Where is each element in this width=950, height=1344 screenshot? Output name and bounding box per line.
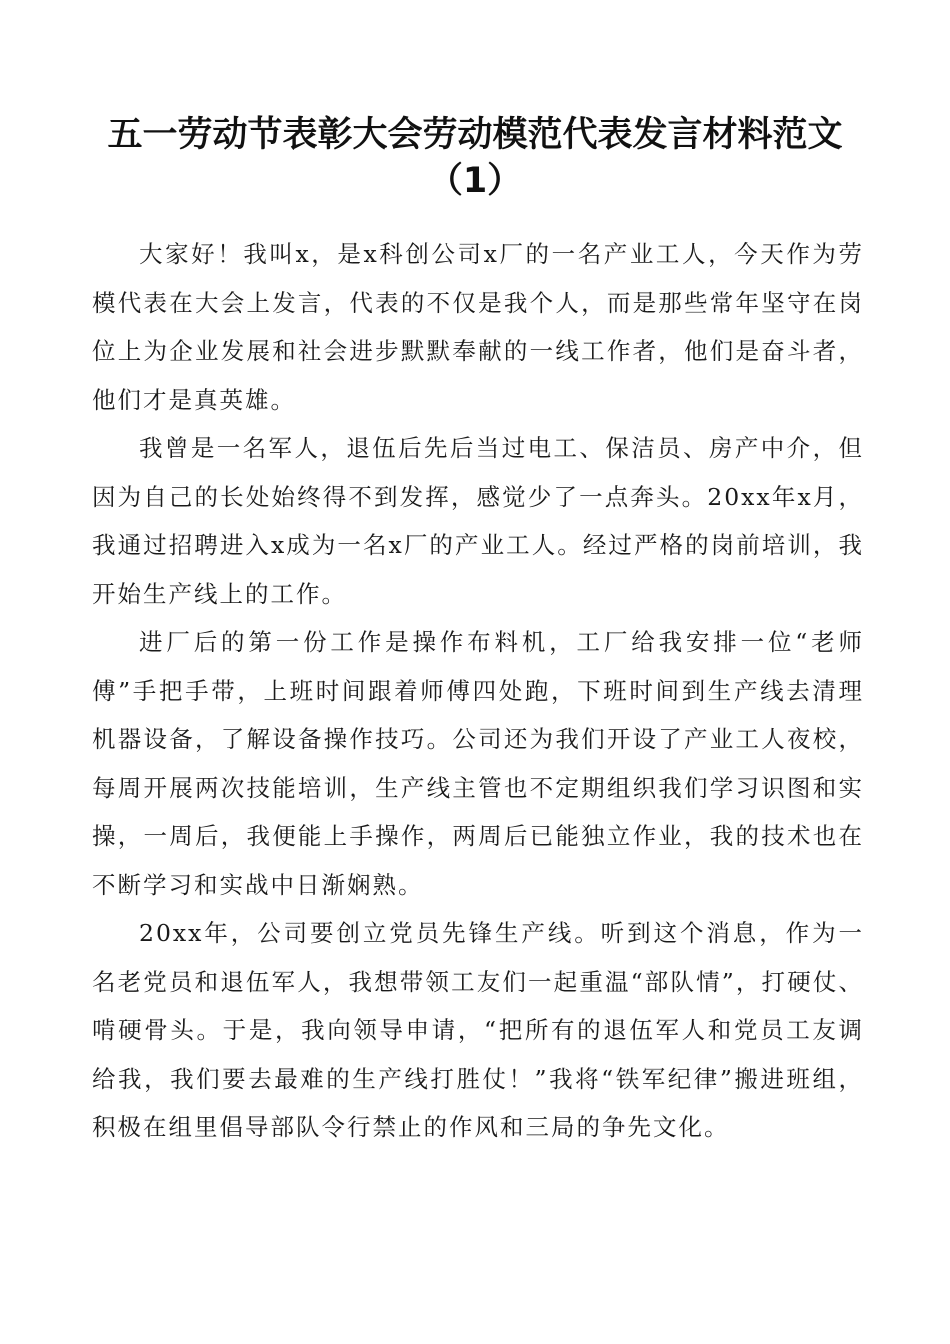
document-body <box>92 230 864 1152</box>
title-line-2: （1） <box>427 161 523 201</box>
paragraph-1: 大家好！我叫x，是x科创公司x厂的一名产业工人，今天作为劳模代表在大会上发言，代表的不仅是我个人，而是那些常年坚守在岗位上为企业发展和社会进步默默奉献的一线工作者，他们是奋斗者，他们才是真英雄。 <box>92 240 864 414</box>
paragraph-2: 我曾是一名军人，退伍后先后当过电工、保洁员、房产中介，但因为自己的长处始终得不到发挥，感觉少了一点奔头。20xx年x月，我通过招聘进入x成为一名x厂的产业工人。经过严格的岗前培训，我开始生产线上的工作。 <box>92 434 864 608</box>
paragraph-3: 进厂后的第一份工作是操作布料机，工厂给我安排一位“老师傅”手把手带，上班时间跟着师傅四处跑，下班时间到生产线去清理机器设备，了解设备操作技巧。公司还为我们开设了产业工人夜校，每周开展两次技能培训，生产线主管也不定期组织我们学习识图和实操，一周后，我便能上手操作，两周后已能独立作业，我的技术也在不断学习和实战中日渐娴熟。 <box>92 628 864 899</box>
document-title <box>60 112 890 204</box>
paragraph-4: 20xx年，公司要创立党员先锋生产线。听到这个消息，作为一名老党员和退伍军人，我想带领工友们一起重温“部队情”，打硬仗、啃硬骨头。于是，我向领导申请，“把所有的退伍军人和党员工友调给我，我们要去最难的生产线打胜仗！”我将“铁军纪律”搬进班组，积极在组里倡导部队令行禁止的作风和三局的争先文化。 <box>92 919 864 1141</box>
title-line-1: 五一劳动节表彰大会劳动模范代表发言材料范文 <box>107 115 843 155</box>
